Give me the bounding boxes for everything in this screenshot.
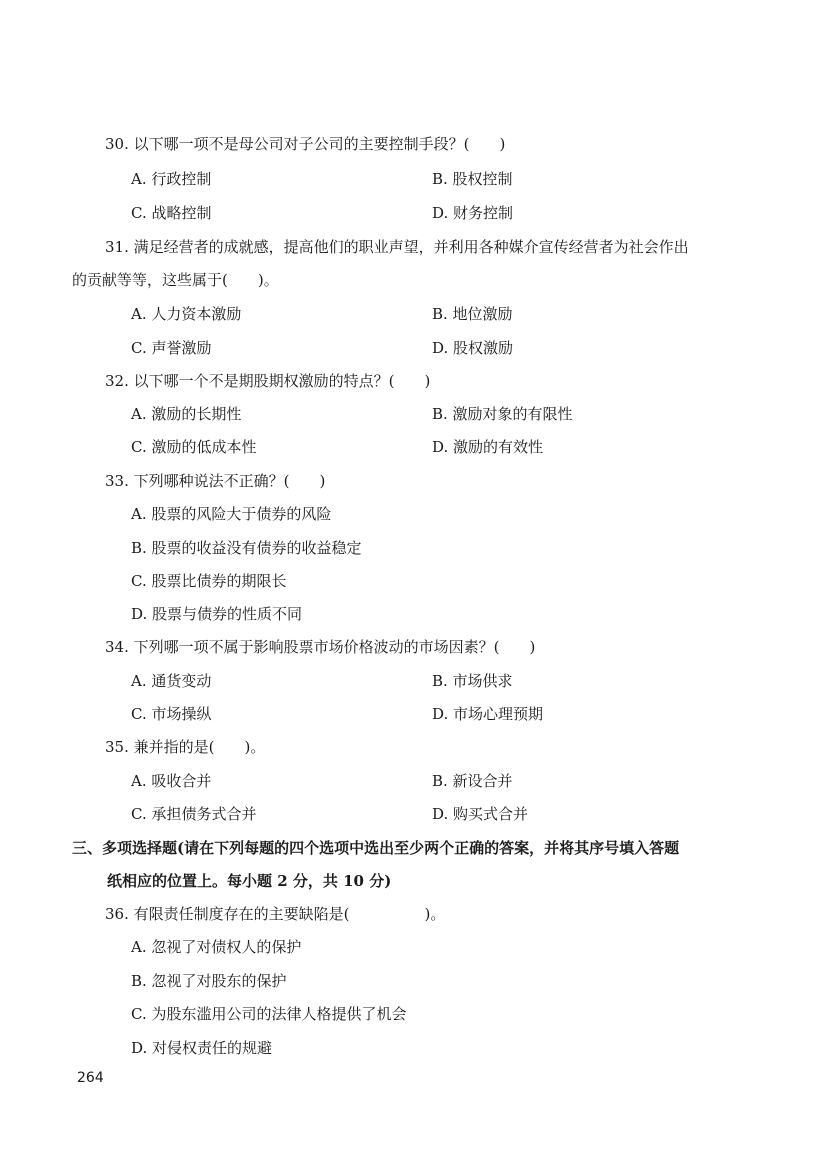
answer-option: C. 市场操纵 <box>131 705 212 723</box>
answer-option: A. 人力资本激励 <box>131 305 242 323</box>
page-number: 264 <box>77 1070 104 1086</box>
answer-option: D. 市场心理预期 <box>432 705 544 723</box>
section-heading: 三、多项选择题(请在下列每题的四个选项中选出至少两个正确的答案，并将其序号填入答题 <box>72 839 680 857</box>
question-text: 33. 下列哪种说法不正确？( ) <box>105 472 326 490</box>
answer-option: C. 激励的低成本性 <box>131 438 257 456</box>
answer-option: C. 承担债务式合并 <box>131 805 257 823</box>
answer-option: B. 新设合并 <box>432 772 513 790</box>
answer-option: B. 忽视了对股东的保护 <box>131 972 287 990</box>
answer-option: D. 财务控制 <box>432 204 514 222</box>
answer-option: A. 激励的长期性 <box>131 405 242 423</box>
answer-option: D. 激励的有效性 <box>432 438 544 456</box>
answer-option: B. 市场供求 <box>432 672 513 690</box>
answer-option: A. 股票的风险大于债券的风险 <box>131 505 332 523</box>
answer-option: C. 为股东滥用公司的法律人格提供了机会 <box>131 1005 407 1023</box>
answer-option: C. 战略控制 <box>131 204 212 222</box>
answer-option: B. 股票的收益没有债券的收益稳定 <box>131 539 362 557</box>
answer-option: D. 对侵权责任的规避 <box>131 1039 273 1057</box>
answer-option: D. 股权激励 <box>432 339 514 357</box>
answer-option: A. 通货变动 <box>131 672 212 690</box>
answer-option: A. 行政控制 <box>131 170 212 188</box>
question-text: 32. 以下哪一个不是期股期权激励的特点？( ) <box>105 372 431 390</box>
question-text: 35. 兼并指的是( )。 <box>105 738 266 756</box>
answer-option: B. 激励对象的有限性 <box>432 405 573 423</box>
answer-option: C. 股票比债券的期限长 <box>131 572 287 590</box>
answer-option: D. 购买式合并 <box>432 805 529 823</box>
question-text: 36. 有限责任制度存在的主要缺陷是( )。 <box>105 905 446 923</box>
answer-option: B. 股权控制 <box>432 170 513 188</box>
answer-option: A. 忽视了对债权人的保护 <box>131 938 302 956</box>
answer-option: D. 股票与债券的性质不同 <box>131 605 303 623</box>
question-text: 的贡献等等，这些属于( )。 <box>72 271 279 289</box>
answer-option: A. 吸收合并 <box>131 772 212 790</box>
answer-option: B. 地位激励 <box>432 305 513 323</box>
section-heading: 纸相应的位置上。每小题 2 分，共 10 分) <box>107 872 392 890</box>
question-text: 30. 以下哪一项不是母公司对子公司的主要控制手段？( ) <box>105 135 506 153</box>
question-text: 31. 满足经营者的成就感，提高他们的职业声望，并利用各种媒介宣传经营者为社会作出 <box>105 238 689 256</box>
answer-option: C. 声誉激励 <box>131 339 212 357</box>
question-text: 34. 下列哪一项不属于影响股票市场价格波动的市场因素？( ) <box>105 638 536 656</box>
